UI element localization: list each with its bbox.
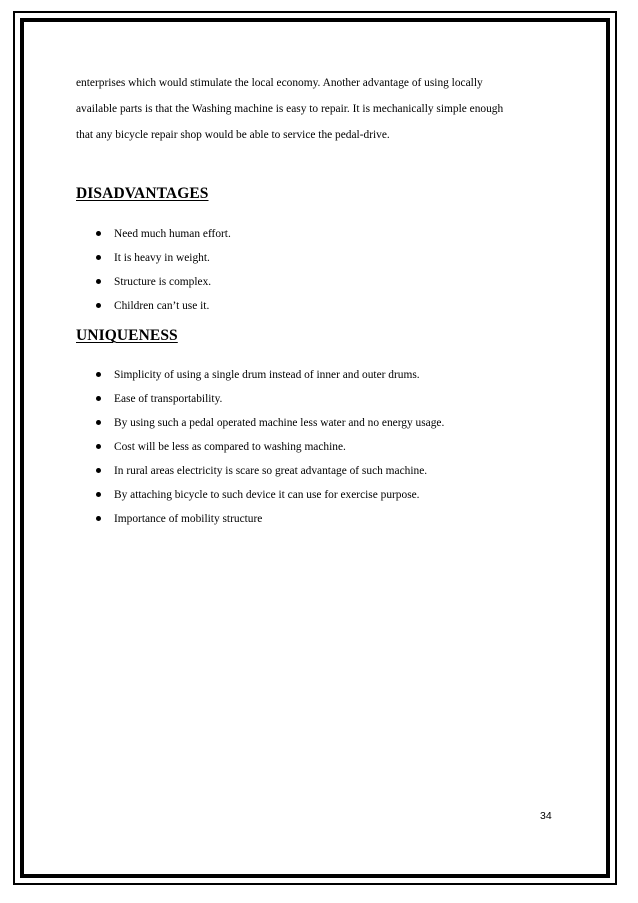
bullet-icon [96,279,101,284]
page-number: 34 [540,810,552,822]
disadvantages-list [96,222,231,318]
list-item [96,411,444,435]
list-item-text: Simplicity of using a single drum instead of inner and outer drums. [114,369,420,381]
list-item [96,483,444,507]
bullet-icon [96,303,101,308]
list-item [96,270,231,294]
list-item-text: Ease of transportability. [114,393,223,405]
list-item [96,294,231,318]
list-item [96,507,444,531]
list-item-text: Cost will be less as compared to washing machine. [114,441,346,453]
bullet-icon [96,372,101,377]
list-item-text: In rural areas electricity is scare so great advantage of such machine. [114,465,428,477]
list-item-text: By using such a pedal operated machine less water and no energy usage. [114,417,445,429]
list-item [96,435,444,459]
list-item-text: By attaching bicycle to such device it can use for exercise purpose. [114,489,420,501]
bullet-icon [96,468,101,473]
list-item-text: Structure is complex. [114,276,212,288]
bullet-icon [96,420,101,425]
intro-paragraph [76,70,566,148]
uniqueness-heading: UNIQUENESS [76,327,178,344]
uniqueness-list [96,363,444,531]
list-item-text: It is heavy in weight. [114,252,210,264]
bullet-icon [96,231,101,236]
paragraph-line: that any bicycle repair shop would be able to service the pedal-drive. [76,129,390,141]
bullet-icon [96,516,101,521]
list-item [96,222,231,246]
bullet-icon [96,255,101,260]
list-item [96,459,444,483]
disadvantages-heading: DISADVANTAGES [76,185,209,202]
list-item [96,387,444,411]
bullet-icon [96,396,101,401]
list-item-text: Importance of mobility structure [114,513,263,525]
list-item-text: Need much human effort. [114,228,231,240]
paragraph-line: available parts is that the Washing machine is easy to repair. It is mechanically simple enough [76,103,504,115]
list-item [96,363,444,387]
paragraph-line: enterprises which would stimulate the local economy. Another advantage of using locally [76,77,483,89]
list-item-text: Children can’t use it. [114,300,210,312]
bullet-icon [96,492,101,497]
bullet-icon [96,444,101,449]
list-item [96,246,231,270]
